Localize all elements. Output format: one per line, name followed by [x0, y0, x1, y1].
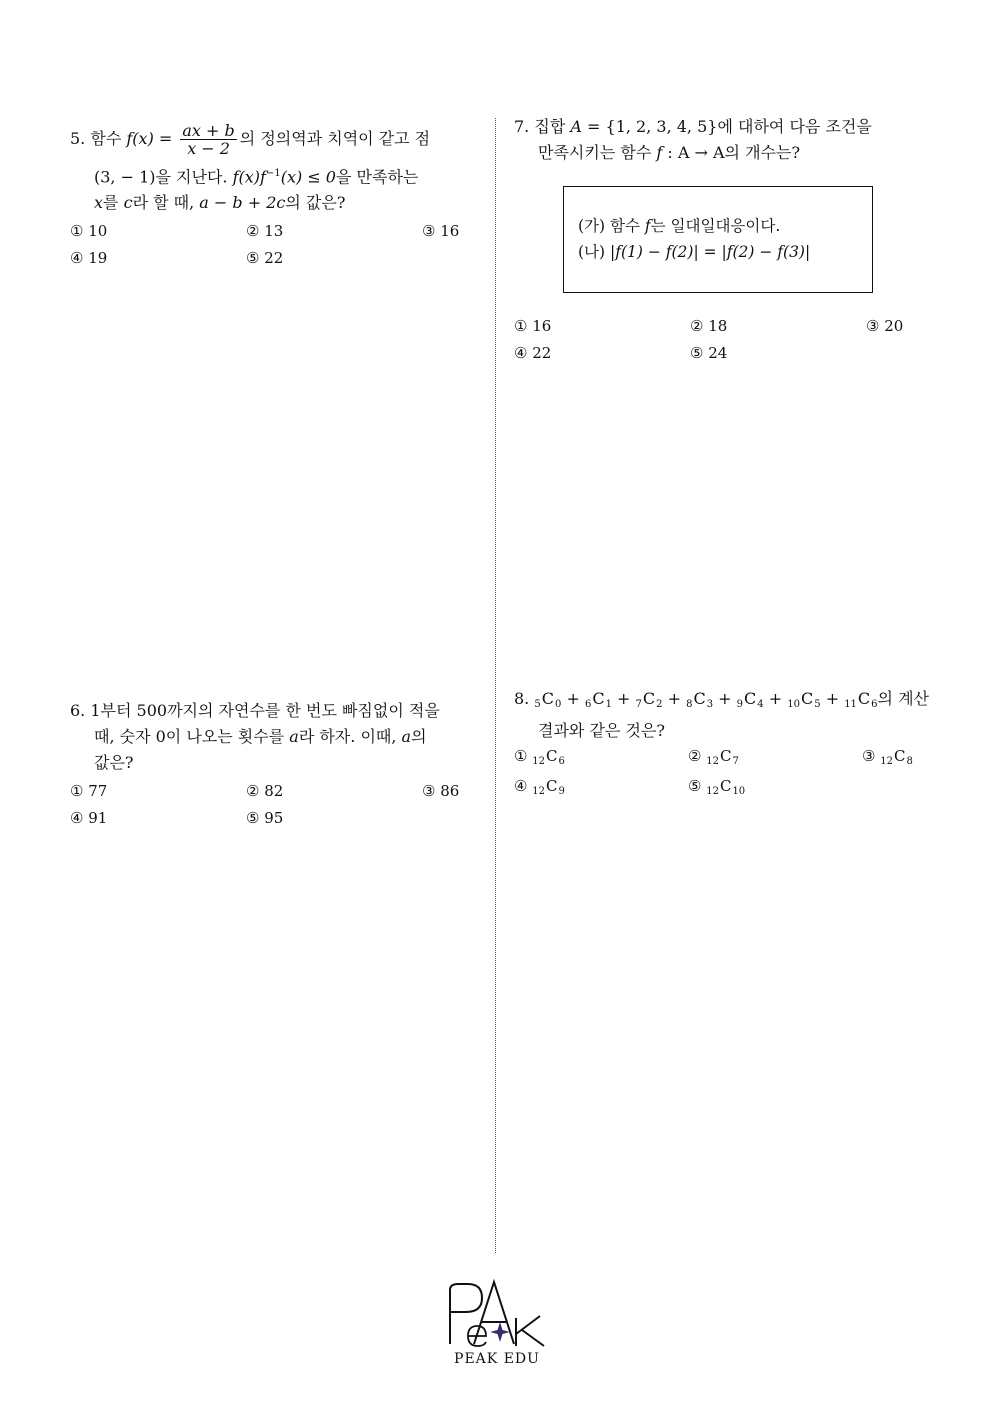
question-6	[70, 698, 440, 776]
logo-name: PEAK EDU	[454, 1351, 540, 1367]
comb-r: 5	[814, 699, 821, 710]
peak-logo-mark	[444, 1278, 550, 1350]
q5-choice-2[interactable]: ② 13	[246, 222, 284, 240]
comb-n: 12	[532, 756, 545, 767]
plus-sign: +	[820, 689, 845, 708]
comb-n: 11	[844, 699, 857, 710]
comb-r: 7	[732, 756, 739, 767]
q6-var-a: a	[289, 727, 299, 746]
q7-number: 7.	[514, 117, 530, 136]
choice-mark: ②	[688, 747, 707, 765]
q8-choice-3[interactable]	[862, 747, 913, 767]
q8-choice-5[interactable]	[688, 777, 745, 797]
q5-text: 함수	[90, 129, 122, 148]
comb-c: C	[545, 777, 558, 795]
q5-text: 라 할 때,	[132, 193, 195, 213]
q6-choice-3[interactable]: ③ 86	[422, 782, 460, 800]
q8-sum-expression	[534, 689, 877, 708]
q5-text: 을 지난다.	[155, 167, 228, 187]
comb-r: 1	[605, 699, 612, 710]
q5-line-3	[70, 190, 430, 216]
comb-c: C	[744, 689, 757, 708]
combination-term	[787, 689, 820, 708]
combination-term	[706, 777, 745, 795]
combination-term	[844, 689, 877, 708]
plus-sign: +	[713, 689, 737, 708]
q7-choice-3[interactable]: ③ 20	[866, 317, 904, 335]
q8-line-2	[514, 718, 929, 744]
q7-f: f	[656, 143, 663, 162]
combination-term	[532, 777, 565, 795]
q8-choice-2[interactable]	[688, 747, 739, 767]
comb-c: C	[800, 689, 814, 708]
comb-r: 6	[871, 699, 878, 710]
comb-r: 3	[706, 699, 714, 710]
comb-r: 0	[554, 699, 562, 710]
q8-number: 8.	[514, 689, 530, 708]
comb-r: 4	[757, 699, 764, 710]
comb-r: 6	[558, 756, 565, 767]
comb-n: 8	[686, 699, 693, 710]
comb-n: 12	[880, 756, 893, 767]
combination-term	[737, 689, 764, 708]
choice-mark: ④	[514, 777, 533, 795]
plus-sign: +	[561, 689, 585, 708]
q6-number: 6.	[70, 701, 86, 720]
q5-text: 를	[103, 193, 119, 213]
q6-var-a: a	[401, 727, 412, 746]
q8-line-1	[514, 686, 929, 718]
q5-fraction	[180, 122, 236, 157]
q6-choice-1[interactable]: ① 77	[70, 782, 108, 800]
q5-line-1	[70, 122, 430, 157]
comb-r: 8	[906, 756, 913, 767]
q6-text: 의	[411, 727, 427, 746]
q6-text: 값은?	[94, 753, 134, 772]
q7-na-label: (나)	[578, 243, 606, 261]
comb-n: 12	[532, 786, 545, 797]
q8-text: 결과와 같은 것은?	[538, 721, 665, 740]
q6-line-2	[70, 724, 440, 750]
q7-set: = {1, 2, 3, 4, 5}	[581, 117, 718, 136]
comb-c: C	[592, 689, 605, 708]
q5-var-x: x	[94, 193, 104, 213]
comb-c: C	[893, 747, 906, 765]
q7-text: 의 개수는?	[724, 143, 801, 162]
q7-ga-label: (가) 함수	[578, 217, 640, 235]
comb-r: 2	[656, 699, 663, 710]
q5-choice-5[interactable]: ⑤ 22	[246, 249, 284, 267]
comb-n: 12	[706, 786, 719, 797]
q6-choice-2[interactable]: ② 82	[246, 782, 284, 800]
q7-text: 집합	[534, 117, 566, 136]
q6-choice-5[interactable]: ⑤ 95	[246, 809, 284, 827]
q5-text: 의 정의역과 치역이 같고 점	[239, 129, 431, 148]
q7-map: : A → A	[662, 143, 725, 162]
q5-choice-4[interactable]: ④ 19	[70, 249, 108, 267]
q6-text: 라 하자. 이때,	[298, 727, 397, 746]
q7-set-A: A	[570, 117, 582, 136]
comb-c: C	[857, 689, 871, 708]
q5-text: 을 만족하는	[335, 167, 419, 187]
plus-sign: +	[662, 689, 687, 708]
q6-line-1	[70, 698, 440, 724]
q7-text: 만족시키는 함수	[538, 143, 652, 162]
q5-choice-3[interactable]: ③ 16	[422, 222, 460, 240]
comb-c: C	[719, 747, 732, 765]
q8-choice-4[interactable]	[514, 777, 565, 797]
comb-c: C	[545, 747, 558, 765]
q7-ga-f: f	[644, 217, 651, 235]
q8-choice-1[interactable]	[514, 747, 565, 767]
comb-r: 10	[732, 786, 746, 797]
q7-condition-box	[563, 186, 873, 293]
q6-text: 때, 숫자 0이 나오는 횟수를	[94, 727, 285, 746]
q6-line-3	[70, 750, 440, 776]
q7-choice-2[interactable]: ② 18	[690, 317, 728, 335]
q7-choice-4[interactable]: ④ 22	[514, 344, 552, 362]
q5-frac-denominator: x − 2	[187, 139, 230, 158]
question-8	[514, 686, 929, 744]
q5-choice-1[interactable]: ① 10	[70, 222, 108, 240]
q7-choice-5[interactable]: ⑤ 24	[690, 344, 728, 362]
comb-r: 9	[558, 786, 565, 797]
comb-n: 10	[787, 699, 800, 710]
peak-edu-logo	[444, 1278, 550, 1373]
q7-na-expr: |f(1) − f(2)| = |f(2) − f(3)|	[610, 243, 811, 261]
comb-c: C	[541, 689, 554, 708]
q5-inverse: −1	[265, 168, 281, 179]
combination-term	[532, 747, 565, 765]
comb-n: 9	[736, 699, 744, 710]
question-5	[70, 122, 430, 216]
combination-term	[880, 747, 913, 765]
q7-choice-1[interactable]: ① 16	[514, 317, 552, 335]
q5-expr3: a − b + 2c	[199, 193, 286, 213]
q5-f: f	[126, 129, 133, 148]
comb-c: C	[642, 689, 656, 708]
combination-term	[706, 747, 739, 765]
q7-line-2	[514, 140, 872, 166]
plus-sign: +	[611, 689, 636, 708]
choice-mark: ③	[862, 747, 881, 765]
column-divider	[495, 118, 496, 1253]
combination-term	[585, 689, 612, 708]
combination-term	[534, 689, 561, 708]
q5-text: 의 값은?	[285, 193, 346, 213]
q5-point: (3, − 1)	[94, 167, 156, 187]
q7-condition-na	[578, 239, 872, 265]
combination-term	[636, 689, 663, 708]
q7-ga-rest: 는 일대일대응이다.	[650, 217, 781, 235]
q5-expr2: (x) ≤ 0	[280, 167, 336, 187]
combination-term	[686, 689, 713, 708]
q7-condition-ga	[578, 213, 872, 239]
q5-var-c: c	[123, 193, 133, 213]
q7-text: 에 대하여 다음 조건을	[717, 117, 872, 136]
q8-text: 의 계산	[877, 689, 930, 708]
comb-n: 7	[635, 699, 642, 710]
q7-line-1	[514, 114, 872, 140]
q6-text: 1부터 500까지의 자연수를 한 번도 빠짐없이 적을	[90, 701, 440, 720]
comb-n: 12	[706, 756, 719, 767]
q5-frac-numerator: ax + b	[182, 121, 235, 140]
q6-choice-4[interactable]: ④ 91	[70, 809, 108, 827]
comb-n: 5	[534, 699, 541, 710]
comb-n: 6	[584, 699, 592, 710]
comb-c: C	[693, 689, 706, 708]
q5-line-2	[70, 161, 430, 190]
q5-expr: f(x)f	[232, 167, 266, 187]
q5-fx: (x) =	[132, 129, 173, 148]
choice-mark: ⑤	[688, 777, 707, 795]
question-7	[514, 114, 872, 166]
choice-mark: ①	[514, 747, 533, 765]
plus-sign: +	[763, 689, 788, 708]
comb-c: C	[719, 777, 732, 795]
q5-number: 5.	[70, 129, 86, 148]
